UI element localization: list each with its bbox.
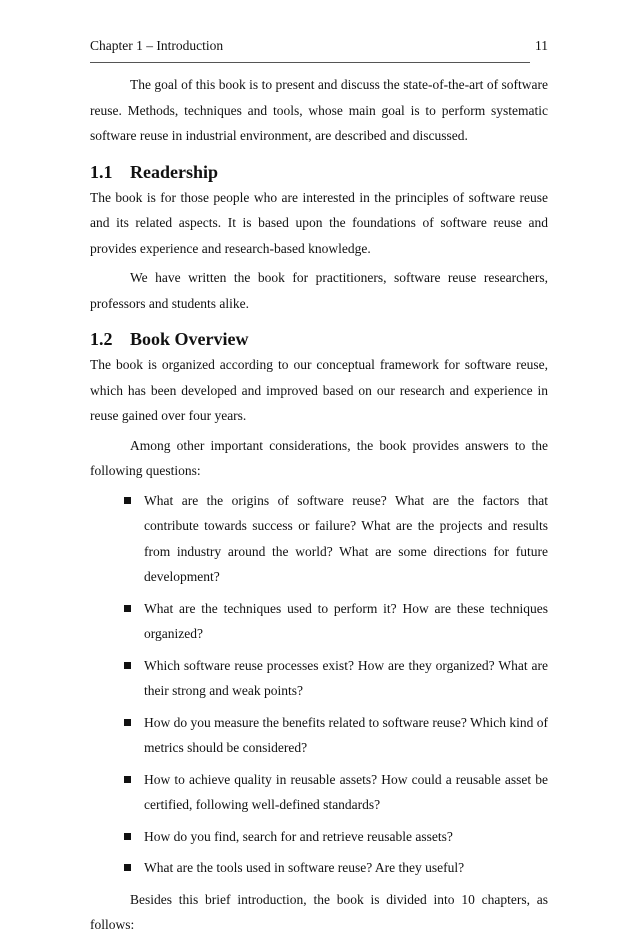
- list-item: What are the tools used in software reuse? Are they useful?: [90, 855, 548, 881]
- square-bullet-icon: [124, 497, 131, 504]
- square-bullet-icon: [124, 776, 131, 783]
- list-item: What are the origins of software reuse? What are the factors that contribute towards success or failure? What are the projects and results from industry around the world? What are some directions for future development?: [90, 488, 548, 590]
- readership-paragraph-2: We have written the book for practitioners, software reuse researchers, professors and students alike.: [90, 270, 548, 311]
- overview-paragraph-2: Among other important considerations, the book provides answers to the following questions:: [90, 437, 548, 478]
- section-number: 1.1: [90, 161, 113, 182]
- list-item: Which software reuse processes exist? How are they organized? What are their strong and weak points?: [90, 653, 548, 704]
- chapter-title: Chapter 1 – Introduction: [90, 38, 224, 53]
- overview-paragraph-1: The book is organized according to our conceptual framework for software reuse, which has been developed and improved based on our research and experience in reuse gained over four years.: [90, 357, 548, 423]
- square-bullet-icon: [124, 605, 131, 612]
- section-title: Book Overview: [130, 329, 249, 349]
- section-number: 1.2: [90, 329, 113, 349]
- page-body: [90, 72, 548, 938]
- list-item: What are the techniques used to perform it? How are these techniques organized?: [90, 596, 548, 647]
- section-heading-readership: [90, 159, 548, 185]
- square-bullet-icon: [124, 833, 131, 840]
- section-heading-overview: [90, 326, 548, 352]
- running-header: [90, 36, 548, 56]
- list-item: How to achieve quality in reusable assets? How could a reusable asset be certified, following well-defined standards?: [90, 767, 548, 818]
- square-bullet-icon: [124, 662, 131, 669]
- intro-paragraph: The goal of this book is to present and discuss the state-of-the-art of software reuse. Methods, techniques and tools, whose main goal is to perform systematic software reuse in industrial environment, are described and discussed.: [90, 77, 548, 143]
- questions-list: [90, 488, 548, 881]
- list-item: How do you find, search for and retrieve reusable assets?: [90, 824, 548, 850]
- page-number: 11: [535, 38, 548, 53]
- header-rule: [90, 62, 530, 63]
- square-bullet-icon: [124, 864, 131, 871]
- closing-paragraph: Besides this brief introduction, the book is divided into 10 chapters, as follows:: [90, 891, 548, 932]
- square-bullet-icon: [124, 719, 131, 726]
- section-title: Readership: [130, 161, 219, 182]
- list-item: How do you measure the benefits related to software reuse? Which kind of metrics should be considered?: [90, 710, 548, 761]
- readership-paragraph-1: The book is for those people who are interested in the principles of software reuse and its related aspects. It is based upon the foundations of software reuse and provides experience and research-based knowledge.: [90, 189, 548, 256]
